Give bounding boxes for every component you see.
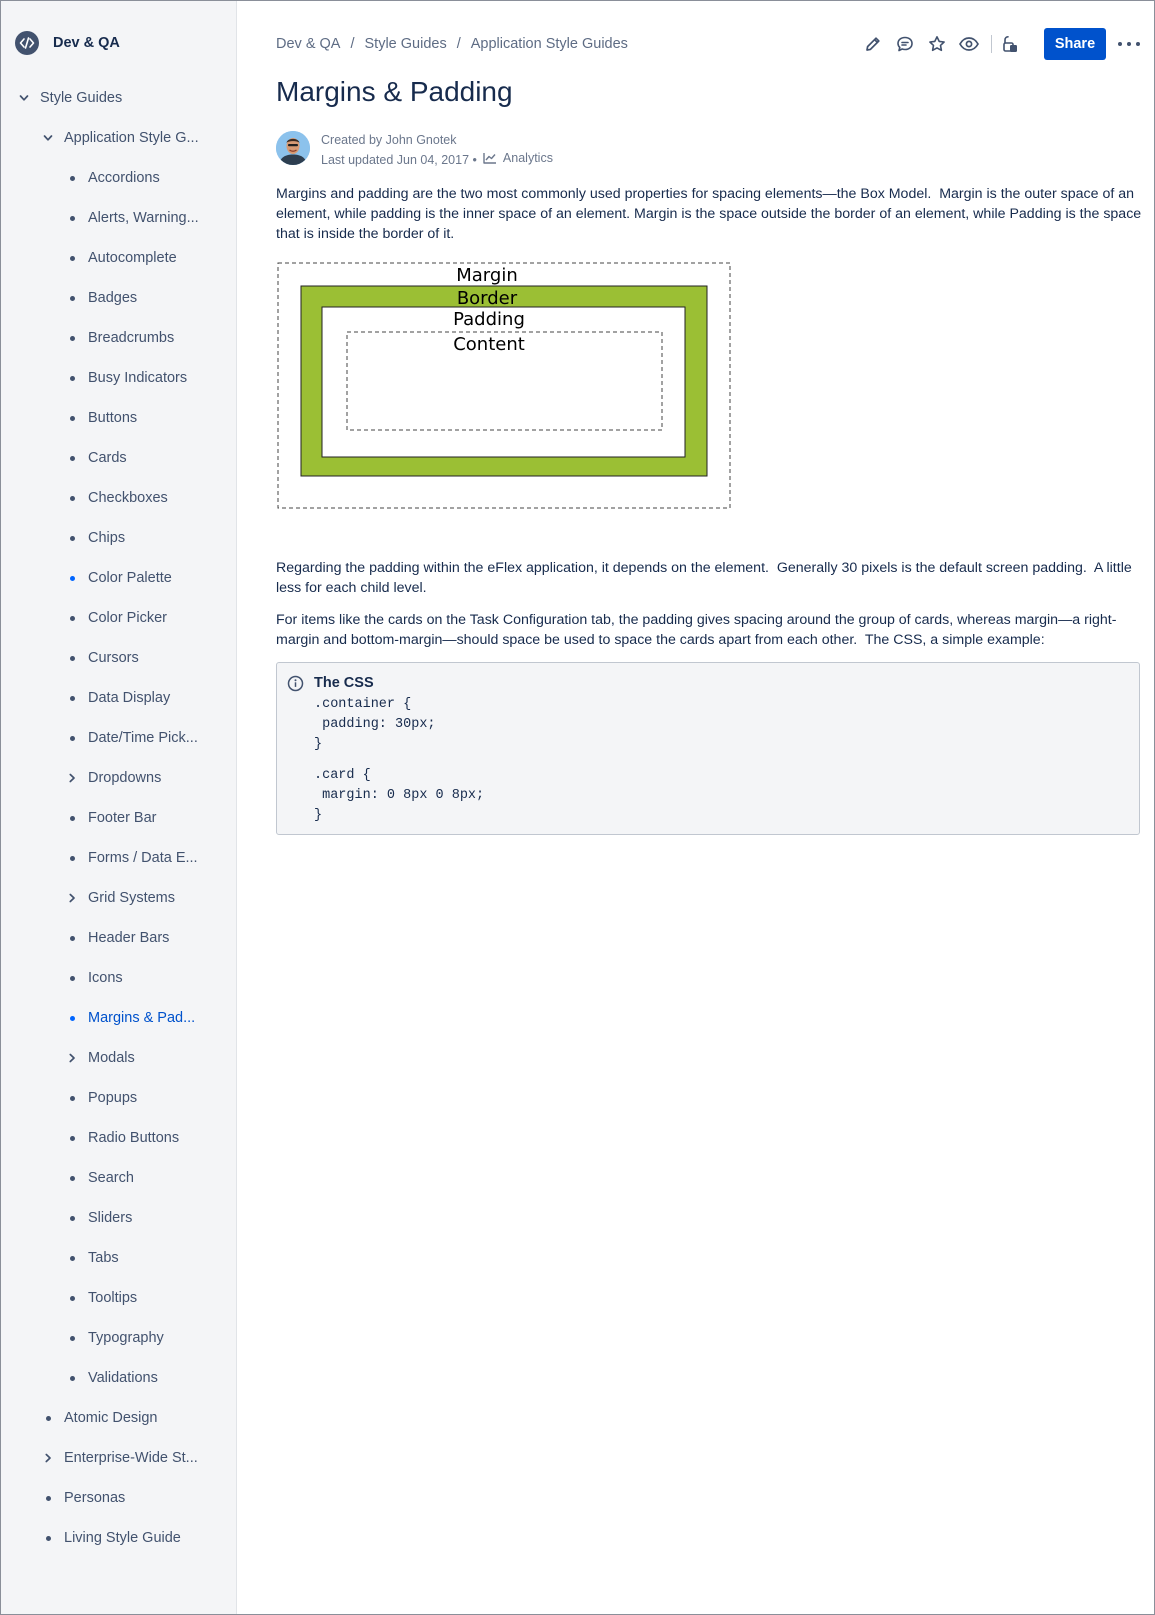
- share-button[interactable]: Share: [1044, 28, 1106, 60]
- sidebar-item-label: Buttons: [88, 410, 138, 426]
- sidebar-item[interactable]: [1, 678, 237, 718]
- bullet-dot-icon: [64, 330, 80, 346]
- sidebar-item[interactable]: [1, 1078, 237, 1118]
- bullet-dot-icon: [64, 1330, 80, 1346]
- sidebar-item[interactable]: [1, 558, 237, 598]
- sidebar-item[interactable]: [1, 438, 237, 478]
- sidebar-item-label: Margins & Pad...: [88, 1010, 196, 1026]
- code-block-container: .container { padding: 30px; }: [314, 697, 436, 752]
- byline-text: [321, 131, 553, 169]
- bullet-dot-icon: [64, 1010, 80, 1026]
- sidebar-item-label: Enterprise-Wide St...: [64, 1450, 198, 1466]
- bullet-dot-icon: [64, 650, 80, 666]
- more-actions-icon[interactable]: [1118, 42, 1140, 46]
- page-toolbar: [861, 28, 1144, 60]
- page-tree: [1, 78, 237, 1558]
- sidebar-item[interactable]: [1, 158, 237, 198]
- sidebar-item[interactable]: [1, 798, 237, 838]
- sidebar-item[interactable]: [1, 198, 237, 238]
- unlock-restrictions-icon[interactable]: [998, 32, 1022, 56]
- sidebar-item-label: Accordions: [88, 170, 160, 186]
- sidebar: [1, 1, 237, 1614]
- content-label: Content: [453, 334, 525, 355]
- sidebar-item[interactable]: [1, 478, 237, 518]
- bullet-dot-icon: [64, 490, 80, 506]
- sidebar-item[interactable]: [1, 1518, 237, 1558]
- border-label: Border: [456, 288, 518, 309]
- box-model-diagram: [276, 262, 732, 510]
- sidebar-item-label: Chips: [88, 530, 126, 546]
- sidebar-item-label: Style Guides: [40, 90, 123, 106]
- sidebar-item[interactable]: [1, 1038, 237, 1078]
- sidebar-item-label: Color Picker: [88, 610, 167, 626]
- chevron-down-icon[interactable]: [40, 130, 56, 146]
- chevron-right-icon[interactable]: [64, 770, 80, 786]
- sidebar-item[interactable]: [1, 1398, 237, 1438]
- bullet-dot-icon: [64, 690, 80, 706]
- bullet-dot-icon: [64, 290, 80, 306]
- sidebar-item-label: Tabs: [88, 1250, 119, 1266]
- author-avatar[interactable]: [276, 131, 310, 165]
- sidebar-item-label: Icons: [88, 970, 123, 986]
- sidebar-item-label: Validations: [88, 1370, 158, 1386]
- sidebar-item-label: Footer Bar: [88, 810, 157, 826]
- bullet-dot-icon: [40, 1490, 56, 1506]
- breadcrumb: [276, 36, 628, 52]
- sidebar-item-label: Header Bars: [88, 930, 170, 946]
- sidebar-item[interactable]: [1, 878, 237, 918]
- sidebar-item[interactable]: [1, 358, 237, 398]
- bullet-dot-icon: [64, 250, 80, 266]
- padding-label: Padding: [453, 309, 525, 330]
- sidebar-item-label: Badges: [88, 290, 138, 306]
- breadcrumb-item-application-style-guides[interactable]: Application Style Guides: [470, 36, 628, 52]
- intro-paragraph: Margins and padding are the two most commonly used properties for spacing elements—the Box Model. Margin is the outer space of an element, while padding is the inner space of an element. Margin is the space outside the border of an element, while Padding is the space that is inside the border of it.: [276, 186, 1142, 242]
- bullet-dot-icon: [64, 930, 80, 946]
- chevron-right-icon[interactable]: [64, 890, 80, 906]
- breadcrumb-separator: /: [456, 36, 461, 52]
- edit-icon[interactable]: [861, 32, 885, 56]
- sidebar-item[interactable]: [1, 1478, 237, 1518]
- sidebar-item-label: Autocomplete: [88, 250, 177, 266]
- analytics-label: Analytics: [502, 151, 553, 165]
- sidebar-item[interactable]: [1, 1358, 237, 1398]
- sidebar-item-label: Search: [88, 1170, 134, 1186]
- sidebar-item[interactable]: [1, 118, 237, 158]
- sidebar-item[interactable]: [1, 1198, 237, 1238]
- analytics-chart-icon: [483, 152, 497, 164]
- sidebar-item[interactable]: [1, 758, 237, 798]
- space-name: Dev & QA: [53, 35, 120, 51]
- sidebar-item-label: Tooltips: [88, 1290, 138, 1306]
- info-icon: [287, 675, 304, 692]
- cards-paragraph: For items like the cards on the Task Configuration tab, the padding gives spacing around the group of cards, whereas margin—a right-margin and bottom-margin—should space be used to space the cards apart from each other. The CSS, a simple example:: [276, 612, 1117, 648]
- sidebar-item-label: Forms / Data E...: [88, 850, 198, 866]
- bullet-dot-icon: [64, 810, 80, 826]
- panel-title: The CSS: [314, 675, 374, 691]
- comment-icon[interactable]: [893, 32, 917, 56]
- sidebar-item-label: Alerts, Warning...: [88, 210, 199, 226]
- sidebar-item[interactable]: [1, 1158, 237, 1198]
- star-icon[interactable]: [925, 32, 949, 56]
- breadcrumb-item-style-guides[interactable]: Style Guides: [364, 36, 447, 52]
- page-title: Margins & Padding: [276, 76, 513, 107]
- sidebar-item-label: Busy Indicators: [88, 370, 188, 386]
- bullet-dot-icon: [64, 1210, 80, 1226]
- created-by: Created by John Gnotek: [321, 133, 457, 147]
- bullet-dot-icon: [64, 850, 80, 866]
- info-panel: [276, 662, 1140, 835]
- bullet-dot-icon: [64, 410, 80, 426]
- sidebar-item[interactable]: [1, 1118, 237, 1158]
- sidebar-item[interactable]: [1, 398, 237, 438]
- bullet-dot-icon: [64, 610, 80, 626]
- bullet-dot-icon: [40, 1410, 56, 1426]
- chevron-right-icon[interactable]: [40, 1450, 56, 1466]
- code-space-icon: [15, 31, 39, 55]
- sidebar-item-label: Dropdowns: [88, 770, 162, 786]
- breadcrumb-separator: /: [350, 36, 355, 52]
- sidebar-item-label: Atomic Design: [64, 1410, 158, 1426]
- last-updated-row: [321, 149, 553, 169]
- sidebar-item[interactable]: [1, 718, 237, 758]
- breadcrumb-item-space[interactable]: Dev & QA: [276, 36, 341, 52]
- sidebar-item-label: Sliders: [88, 1210, 133, 1226]
- sidebar-item[interactable]: [1, 838, 237, 878]
- sidebar-item-label: Popups: [88, 1090, 138, 1106]
- byline-bullet: •: [472, 153, 477, 167]
- space-header[interactable]: [15, 31, 120, 55]
- sidebar-item[interactable]: [1, 78, 237, 118]
- sidebar-item[interactable]: [1, 598, 237, 638]
- sidebar-item-label: Radio Buttons: [88, 1130, 180, 1146]
- sidebar-item[interactable]: [1, 1318, 237, 1358]
- sidebar-item-label: Cards: [88, 450, 127, 466]
- page-byline: [276, 131, 553, 169]
- sidebar-item-label: Grid Systems: [88, 890, 176, 906]
- chevron-right-icon[interactable]: [64, 1050, 80, 1066]
- bullet-dot-icon: [64, 210, 80, 226]
- sidebar-item[interactable]: [1, 638, 237, 678]
- sidebar-item-label: Data Display: [88, 690, 171, 706]
- sidebar-item[interactable]: [1, 1238, 237, 1278]
- sidebar-item-label: Personas: [64, 1490, 126, 1506]
- bullet-dot-icon: [64, 530, 80, 546]
- bullet-dot-icon: [64, 450, 80, 466]
- bullet-dot-icon: [64, 370, 80, 386]
- sidebar-item-label: Modals: [88, 1050, 135, 1066]
- bullet-dot-icon: [64, 1170, 80, 1186]
- analytics-link[interactable]: [483, 149, 553, 167]
- sidebar-item[interactable]: [1, 918, 237, 958]
- bullet-dot-icon: [64, 1090, 80, 1106]
- chevron-down-icon[interactable]: [16, 90, 32, 106]
- sidebar-item-label: Typography: [88, 1330, 164, 1346]
- sidebar-item[interactable]: [1, 318, 237, 358]
- sidebar-item[interactable]: [1, 1278, 237, 1318]
- sidebar-item-label: Living Style Guide: [64, 1530, 181, 1546]
- bullet-dot-icon: [64, 170, 80, 186]
- sidebar-item-label: Cursors: [88, 650, 139, 666]
- bullet-dot-icon: [40, 1530, 56, 1546]
- sidebar-item-label: Application Style G...: [64, 130, 199, 146]
- sidebar-item-label: Color Palette: [88, 570, 172, 586]
- sidebar-item[interactable]: [1, 958, 237, 998]
- sidebar-item[interactable]: [1, 518, 237, 558]
- bullet-dot-icon: [64, 1290, 80, 1306]
- sidebar-item[interactable]: [1, 998, 237, 1038]
- bullet-dot-icon: [64, 1370, 80, 1386]
- margin-label: Margin: [456, 265, 518, 286]
- code-block-card: .card { margin: 0 8px 0 8px; }: [314, 768, 485, 823]
- sidebar-item-label: Date/Time Pick...: [88, 730, 198, 746]
- last-updated: Last updated Jun 04, 2017: [321, 153, 470, 167]
- sidebar-item[interactable]: [1, 1438, 237, 1478]
- sidebar-item[interactable]: [1, 238, 237, 278]
- bullet-dot-icon: [64, 970, 80, 986]
- sidebar-item-label: Checkboxes: [88, 490, 168, 506]
- sidebar-item[interactable]: [1, 278, 237, 318]
- padding-paragraph: Regarding the padding within the eFlex application, it depends on the element. Generally 30 pixels is the default screen padding. A little less for each child level.: [276, 560, 1132, 596]
- bullet-dot-icon: [64, 570, 80, 586]
- watch-eye-icon[interactable]: [957, 32, 981, 56]
- bullet-dot-icon: [64, 1250, 80, 1266]
- bullet-dot-icon: [64, 730, 80, 746]
- bullet-dot-icon: [64, 1130, 80, 1146]
- toolbar-divider: [991, 35, 992, 53]
- sidebar-item-label: Breadcrumbs: [88, 330, 175, 346]
